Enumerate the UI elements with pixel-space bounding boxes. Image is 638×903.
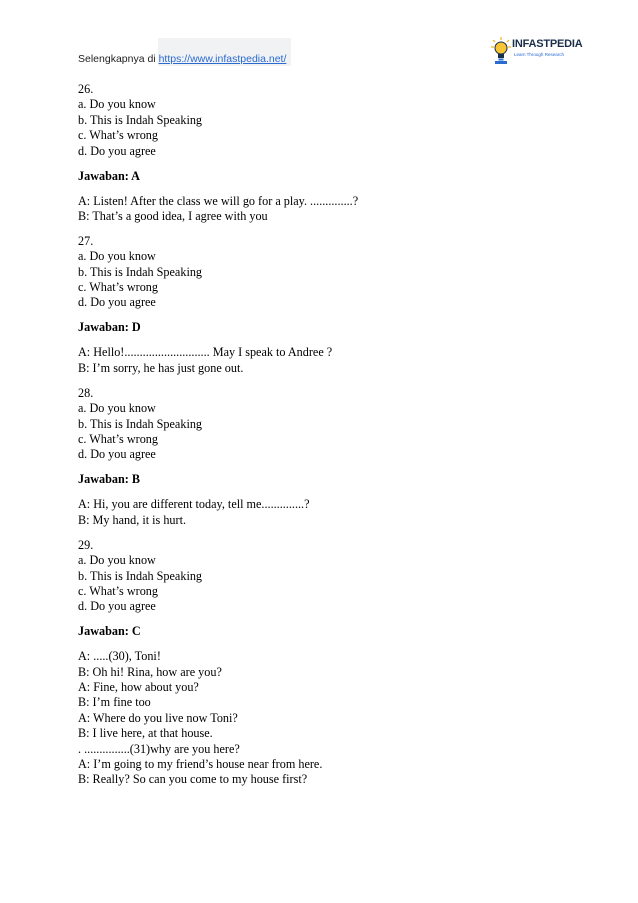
block-gap <box>78 376 578 386</box>
text-line: B: I’m fine too <box>78 695 151 710</box>
text-line: d. Do you agree <box>78 143 156 158</box>
block-gap <box>78 488 578 498</box>
text-line: b. This is Indah Speaking <box>78 416 203 431</box>
block-gap <box>78 159 578 169</box>
text-line: c. What’s wrong <box>78 280 158 295</box>
text-line: . ...............(31)why are you here? <box>78 741 240 756</box>
block-gap <box>78 463 578 473</box>
block-gap <box>78 336 578 346</box>
text-line: 29. <box>78 537 94 552</box>
text-line: A: Fine, how about you? <box>78 680 199 695</box>
text-line: a. Do you know <box>78 249 156 264</box>
block-gap <box>78 224 578 234</box>
block-gap <box>78 184 578 194</box>
text-line: B: I live here, at that house. <box>78 726 213 741</box>
logo-wordmark: INFASTPEDIA <box>512 38 583 50</box>
text-line: 26. <box>78 82 94 96</box>
text-line: d. Do you agree <box>78 295 156 310</box>
answer-key: Jawaban: B <box>78 472 140 487</box>
logo-tagline: Learn Through Research <box>514 52 564 57</box>
text-line: a. Do you know <box>78 97 156 112</box>
text-line: c. What’s wrong <box>78 128 158 143</box>
header-prefix: Selengkapnya di <box>78 53 159 65</box>
block-gap <box>78 615 578 625</box>
header-link[interactable]: https://www.infastpedia.net/ <box>158 53 287 65</box>
text-line: A: I’m going to my friend’s house near from here. <box>78 756 323 771</box>
text-line: b. This is Indah Speaking <box>78 568 203 583</box>
text-line: a. Do you know <box>78 553 156 568</box>
text-line: 27. <box>78 233 94 248</box>
text-line: A: Hello!............................ May I speak to Andree ? <box>78 345 333 360</box>
text-line: d. Do you agree <box>78 599 156 614</box>
text-line: B: I’m sorry, he has just gone out. <box>78 360 244 375</box>
text-line: d. Do you agree <box>78 447 156 462</box>
text-line: B: Oh hi! Rina, how are you? <box>78 664 222 679</box>
text-line: B: That’s a good idea, I agree with you <box>78 208 268 223</box>
text-line: a. Do you know <box>78 401 156 416</box>
answer-key: Jawaban: A <box>78 168 140 183</box>
block-gap <box>78 311 578 321</box>
answer-key: Jawaban: D <box>78 320 141 335</box>
text-line: A: Listen! After the class we will go for a play. ..............? <box>78 193 359 208</box>
text-line: B: My hand, it is hurt. <box>78 512 186 527</box>
text-line: c. What’s wrong <box>78 583 158 598</box>
text-line: b. This is Indah Speaking <box>78 112 203 127</box>
text-line: c. What’s wrong <box>78 431 158 446</box>
block-gap <box>78 528 578 538</box>
text-line: A: .....(30), Toni! <box>78 649 161 664</box>
block-gap <box>78 640 578 650</box>
lightbulb-icon <box>490 36 512 66</box>
infastpedia-logo <box>490 36 583 68</box>
text-line: A: Hi, you are different today, tell me..............? <box>78 497 310 512</box>
text-line: b. This is Indah Speaking <box>78 264 203 279</box>
text-line: A: Where do you live now Toni? <box>78 710 238 725</box>
page-header <box>78 53 286 65</box>
answer-key: Jawaban: C <box>78 624 141 639</box>
document-body <box>78 82 578 788</box>
text-line: B: Really? So can you come to my house first? <box>78 772 308 787</box>
text-line: 28. <box>78 385 94 400</box>
